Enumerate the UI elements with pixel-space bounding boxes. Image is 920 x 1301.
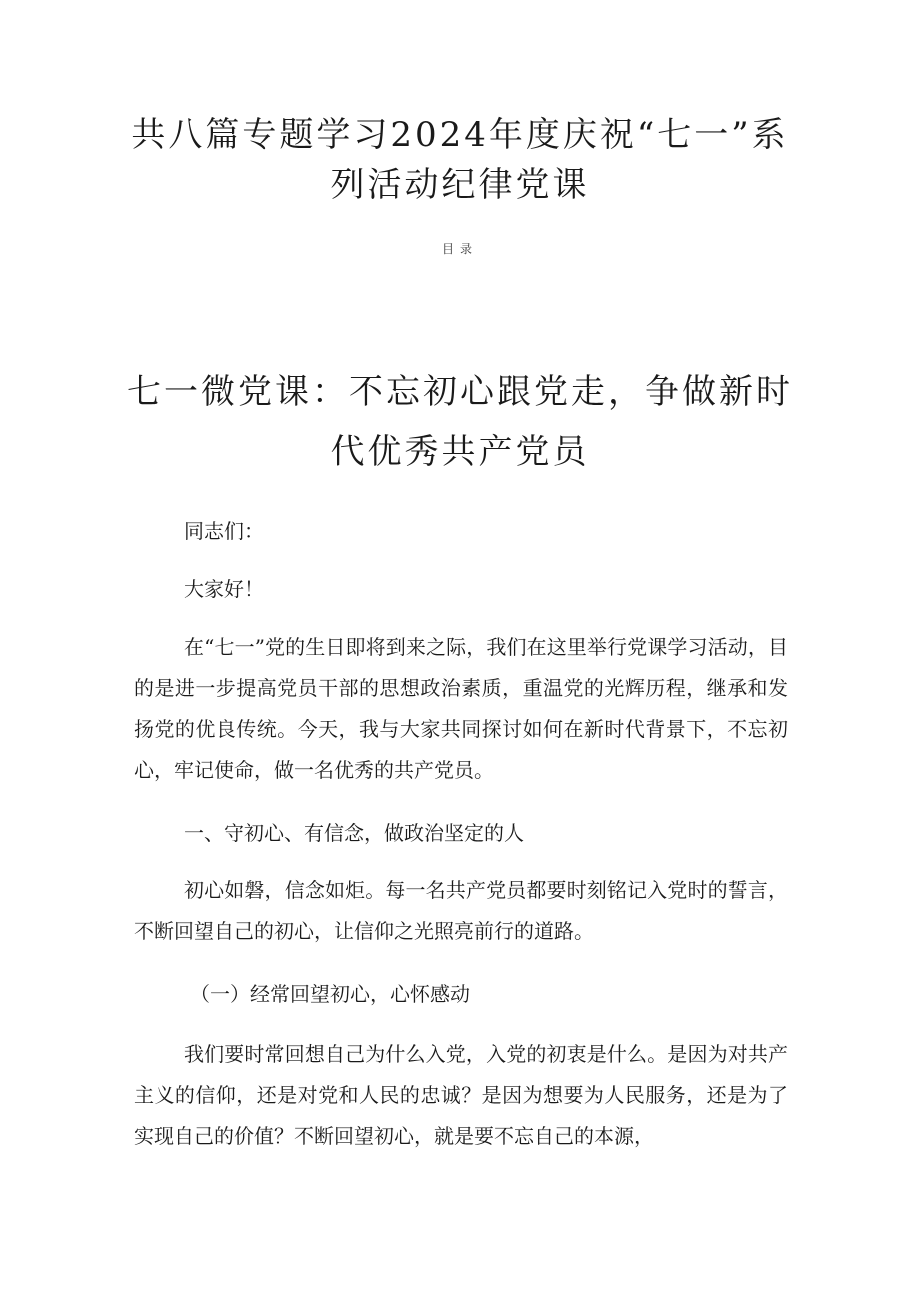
section-title: 七一微党课：不忘初心跟党走，争做新时代优秀共产党员 (127, 372, 793, 472)
intro-paragraph: 在“七一”党的生日即将到来之际，我们在这里举行党课学习活动，目的是进一步提高党员干部的思想政治素质，重温党的光辉历程，继承和发扬党的优良传统。今天，我与大家共同探讨如何在新时代背景下，不忘初心，牢记使命，做一名优秀的共产党员。 (134, 635, 788, 782)
subsection-heading: （一）经常回望初心，心怀感动 (190, 982, 470, 1006)
document-title: 共八篇专题学习2024年度庆祝“七一”系列活动纪律党课 (131, 115, 789, 205)
body-paragraph: 初心如磐，信念如炬。每一名共产党员都要时刻铭记入党时的誓言，不断回望自己的初心，让信仰之光照亮前行的道路。 (134, 878, 788, 943)
greeting-line: 大家好！ (184, 577, 264, 601)
greeting-line: 同志们： (184, 519, 264, 543)
section-heading: 一、守初心、有信念，做政治坚定的人 (184, 821, 524, 845)
table-of-contents-label: 目录 (441, 242, 478, 256)
body-paragraph: 我们要时常回想自己为什么入党，入党的初衷是什么。是因为对共产主义的信仰，还是对党和人民的忠诚？是因为想要为人民服务，还是为了实现自己的价值？不断回望初心，就是要不忘自己的本源， (134, 1042, 788, 1148)
